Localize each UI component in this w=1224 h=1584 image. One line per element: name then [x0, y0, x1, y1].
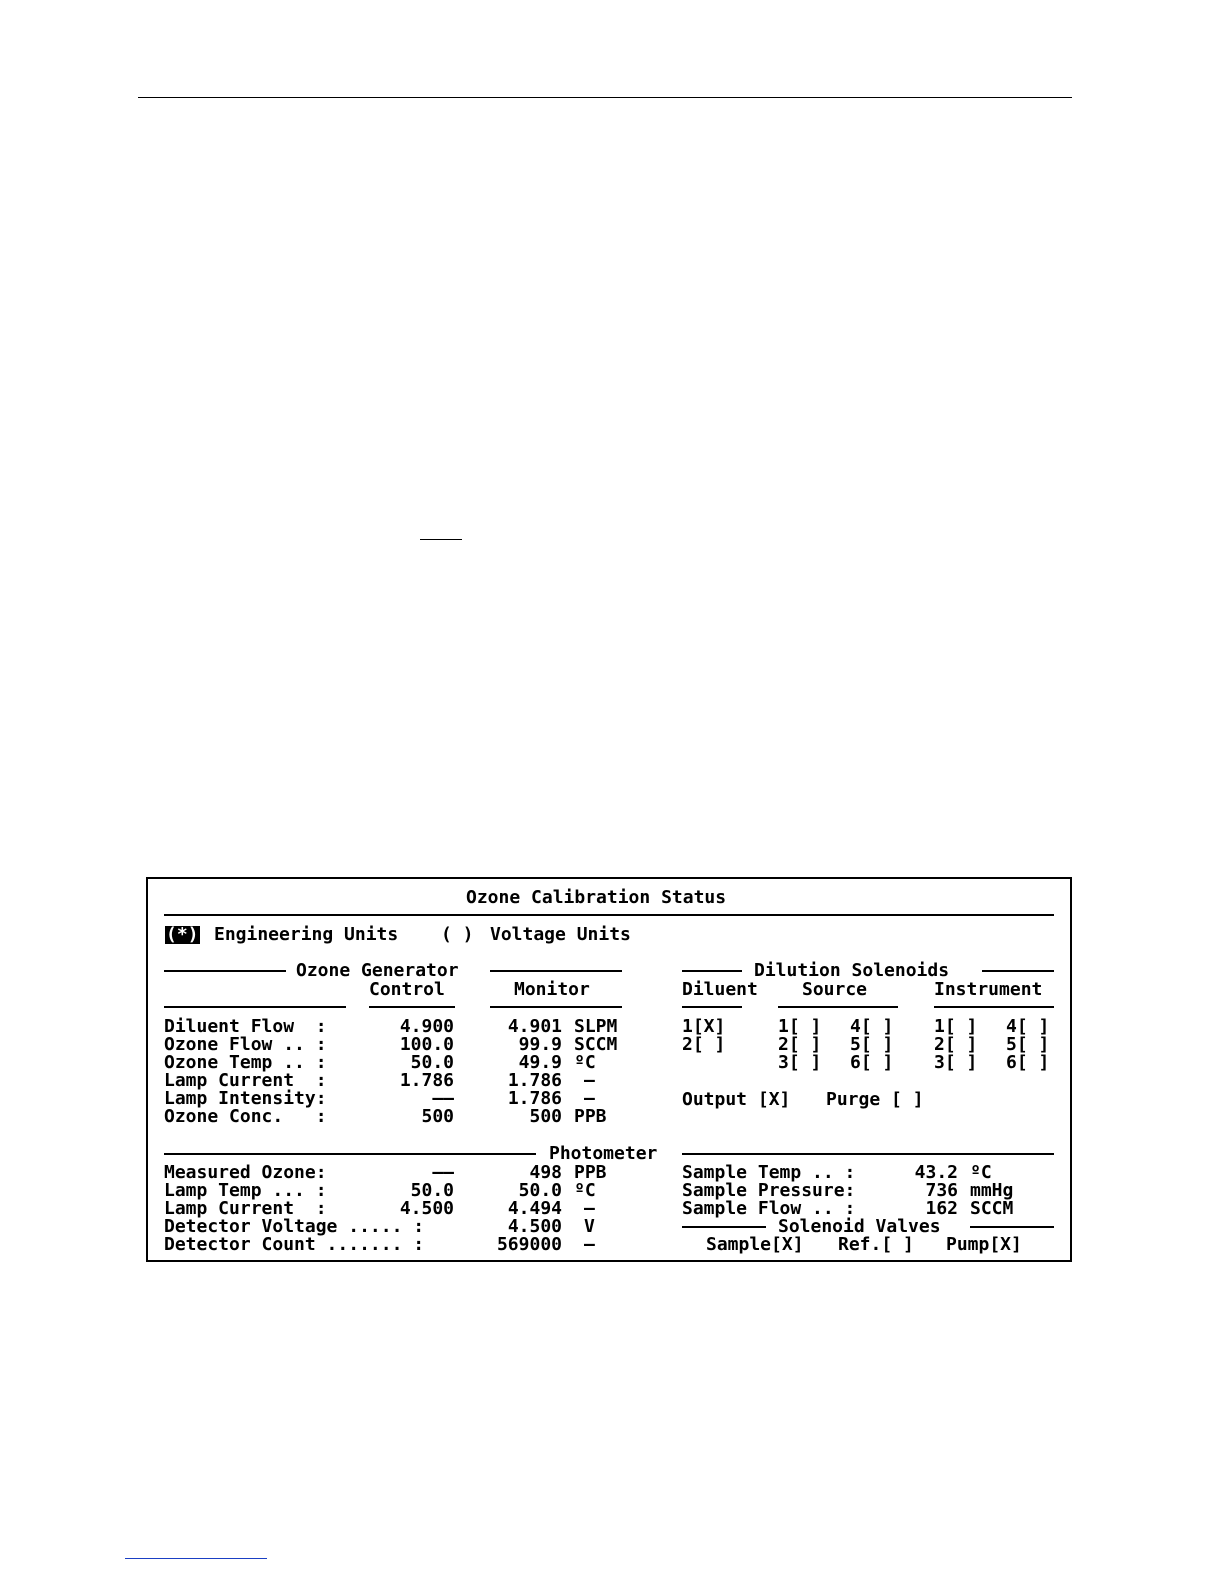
photometer-rule-left [164, 1153, 536, 1155]
photometer-rule-right [682, 1153, 1054, 1155]
instrument-checkbox-3[interactable]: 3[ ] [934, 1052, 978, 1073]
col-diluent-header: Diluent [682, 979, 758, 1000]
engineering-units-radio[interactable]: (*) [166, 924, 199, 945]
title-rule [164, 914, 1054, 916]
generator-rule-left [164, 970, 286, 972]
label-col-rule [164, 1006, 346, 1008]
row-label: Lamp Current : [164, 1198, 327, 1219]
generator-section-title: Ozone Generator [296, 960, 459, 981]
source-checkbox-4[interactable]: 4[ ] [850, 1016, 894, 1037]
control-value: 50.0 [410, 1180, 454, 1201]
voltage-units-label: Voltage Units [490, 924, 631, 945]
unit: – [584, 1234, 595, 1255]
sample-value: 736 [925, 1180, 958, 1201]
output-checkbox[interactable]: Output [X] [682, 1089, 791, 1110]
dilution-rule-left [682, 970, 742, 972]
control-value: 4.500 [399, 1198, 454, 1219]
control-value: 4.900 [399, 1016, 454, 1037]
footnote-rule [125, 1558, 267, 1559]
sample-unit: ºC [970, 1162, 992, 1183]
unit: PPB [574, 1162, 607, 1183]
col-instrument-header: Instrument [934, 979, 1043, 1000]
row-label: Detector Voltage ..... : [164, 1216, 425, 1237]
instrument-checkbox-4[interactable]: 4[ ] [1006, 1016, 1050, 1037]
control-value: 50.0 [410, 1052, 454, 1073]
row-label: Detector Count ....... : [164, 1234, 425, 1255]
control-value: —— [432, 1162, 454, 1183]
instrument-checkbox-6[interactable]: 6[ ] [1006, 1052, 1050, 1073]
control-value: 1.786 [399, 1070, 454, 1091]
engineering-units-label: Engineering Units [214, 924, 399, 945]
monitor-value: 498 [529, 1162, 562, 1183]
valves-section-title: Solenoid Valves [778, 1216, 941, 1237]
pump-valve-checkbox[interactable]: Pump[X] [946, 1234, 1022, 1255]
photometer-section-title: Photometer [549, 1143, 658, 1164]
monitor-value: 4.500 [507, 1216, 562, 1237]
col-source-header: Source [802, 979, 868, 1000]
unit: – [584, 1070, 595, 1091]
monitor-value: 50.0 [518, 1180, 562, 1201]
unit: – [584, 1198, 595, 1219]
monitor-value: 1.786 [507, 1070, 562, 1091]
sample-value: 162 [925, 1198, 958, 1219]
underline-mark [420, 539, 462, 540]
col-monitor-header: Monitor [514, 979, 590, 1000]
monitor-col-rule [490, 1006, 622, 1008]
row-label: Lamp Intensity: [164, 1088, 327, 1109]
source-checkbox-1[interactable]: 1[ ] [778, 1016, 822, 1037]
sample-unit: mmHg [970, 1180, 1014, 1201]
sample-value: 43.2 [914, 1162, 958, 1183]
control-value: 500 [421, 1106, 454, 1127]
monitor-value: 1.786 [507, 1088, 562, 1109]
ref-valve-checkbox[interactable]: Ref.[ ] [838, 1234, 914, 1255]
control-value: —— [432, 1088, 454, 1109]
col-control-header: Control [369, 979, 445, 1000]
instrument-checkbox-5[interactable]: 5[ ] [1006, 1034, 1050, 1055]
unit: SCCM [574, 1034, 618, 1055]
monitor-value: 500 [529, 1106, 562, 1127]
unit: PPB [574, 1106, 607, 1127]
diluent-checkbox-2[interactable]: 2[ ] [682, 1034, 726, 1055]
unit: V [584, 1216, 595, 1237]
voltage-units-radio[interactable]: ( ) [441, 924, 474, 945]
row-label: Ozone Temp .. : [164, 1052, 327, 1073]
instrument-col-rule [934, 1006, 1054, 1008]
instrument-checkbox-1[interactable]: 1[ ] [934, 1016, 978, 1037]
monitor-value: 4.494 [507, 1198, 562, 1219]
sample-label: Sample Pressure: [682, 1180, 856, 1201]
row-label: Ozone Flow .. : [164, 1034, 327, 1055]
diluent-checkbox-1[interactable]: 1[X] [682, 1016, 726, 1037]
monitor-value: 4.901 [507, 1016, 562, 1037]
unit: ºC [574, 1180, 596, 1201]
purge-checkbox[interactable]: Purge [ ] [826, 1089, 924, 1110]
unit: ºC [574, 1052, 596, 1073]
unit: – [584, 1088, 595, 1109]
instrument-checkbox-2[interactable]: 2[ ] [934, 1034, 978, 1055]
monitor-value: 49.9 [518, 1052, 562, 1073]
diluent-col-rule [682, 1006, 742, 1008]
sample-unit: SCCM [970, 1198, 1014, 1219]
control-value: 100.0 [399, 1034, 454, 1055]
dilution-rule-right [982, 970, 1054, 972]
sample-label: Sample Temp .. : [682, 1162, 856, 1183]
header-rule [138, 97, 1072, 98]
source-col-rule [778, 1006, 898, 1008]
dilution-section-title: Dilution Solenoids [754, 960, 950, 981]
monitor-value: 569000 [496, 1234, 562, 1255]
row-label: Diluent Flow : [164, 1016, 327, 1037]
row-label: Ozone Conc. : [164, 1106, 327, 1127]
valves-rule-right [970, 1226, 1054, 1228]
ozone-calibration-status-panel [146, 877, 1072, 1262]
monitor-value: 99.9 [518, 1034, 562, 1055]
source-checkbox-6[interactable]: 6[ ] [850, 1052, 894, 1073]
valves-rule-left [682, 1226, 766, 1228]
panel-title: Ozone Calibration Status [466, 887, 727, 908]
sample-label: Sample Flow .. : [682, 1198, 856, 1219]
generator-rule-right [490, 970, 622, 972]
unit: SLPM [574, 1016, 618, 1037]
source-checkbox-5[interactable]: 5[ ] [850, 1034, 894, 1055]
sample-valve-checkbox[interactable]: Sample[X] [706, 1234, 804, 1255]
source-checkbox-2[interactable]: 2[ ] [778, 1034, 822, 1055]
source-checkbox-3[interactable]: 3[ ] [778, 1052, 822, 1073]
row-label: Measured Ozone: [164, 1162, 327, 1183]
row-label: Lamp Current : [164, 1070, 327, 1091]
row-label: Lamp Temp ... : [164, 1180, 327, 1201]
control-col-rule [369, 1006, 455, 1008]
